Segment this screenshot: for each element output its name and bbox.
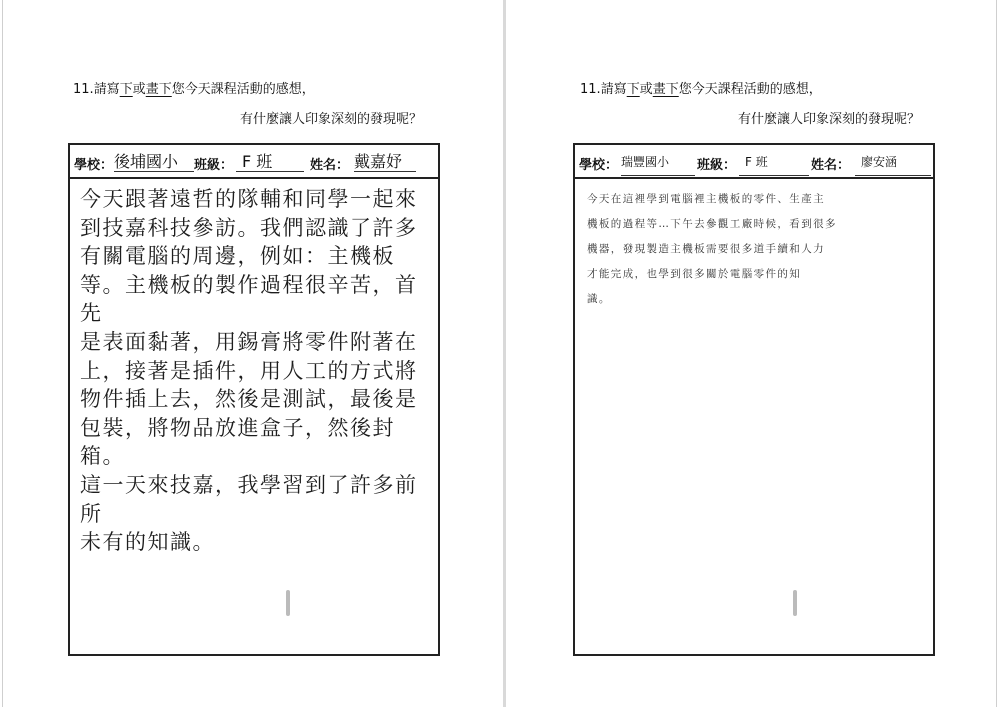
question-text-3: 您今天課程活動的感想，: [171, 82, 315, 97]
question-line-1: [580, 78, 822, 97]
response-line: 機器，發現製造主機板需要很多道手續和人力: [587, 243, 825, 255]
response-line: 識。: [587, 293, 611, 305]
form-header: [575, 145, 933, 179]
question-number: 11.: [73, 82, 94, 97]
school-field: 瑞豐國小: [621, 149, 695, 176]
page-divider: [503, 0, 506, 707]
response-box: [573, 143, 935, 656]
question-underline-1: 下: [626, 82, 640, 97]
response-line: 是表面黏著，用錫膏將零件附著在: [80, 329, 418, 354]
left-worksheet: [10, 0, 480, 707]
question-line-1: [73, 78, 315, 97]
school-label: 學校：: [74, 158, 114, 173]
response-line: 到技嘉科技參訪。我們認識了許多: [80, 215, 418, 240]
class-label: 班級：: [697, 158, 737, 173]
question-text-1: 請寫: [600, 82, 627, 97]
left-page-edge: [2, 0, 3, 707]
response-line: 等。主機板的製作過程很辛苦，首先: [80, 272, 418, 326]
question-underline-2: 畫下: [652, 82, 679, 97]
handwritten-response: [80, 185, 432, 557]
class-field: F 班: [236, 149, 304, 172]
question-line-2: 有什麼讓人印象深刻的發現呢？: [738, 112, 921, 127]
right-page-edge: [996, 0, 997, 707]
question-underline-1: 下: [119, 82, 133, 97]
response-line: 今天跟著遠哲的隊輔和同學一起來: [80, 187, 418, 211]
school-field: 後埔國小: [114, 149, 194, 172]
response-line: 有關電腦的周邊，例如：主機板: [80, 244, 395, 269]
question-text-3: 您今天課程活動的感想，: [678, 82, 822, 97]
handwritten-response: [587, 187, 927, 312]
question-line-2: 有什麼讓人印象深刻的發現呢？: [240, 112, 423, 127]
response-line: 未有的知識。: [80, 530, 215, 555]
question-text-2: 或: [639, 82, 653, 97]
response-box: [68, 143, 440, 656]
name-field: 戴嘉妤: [354, 149, 416, 172]
name-field: 廖安涵: [855, 149, 931, 176]
response-line: 今天在這裡學到電腦裡主機板的零件、生產主: [587, 193, 825, 205]
name-label: 姓名：: [811, 158, 851, 173]
response-line: 物件插上去，然後是測試，最後是: [80, 387, 418, 412]
question-underline-2: 畫下: [145, 82, 172, 97]
response-line: 包裝，將物品放進盒子，然後封箱。: [80, 415, 395, 469]
school-label: 學校：: [579, 158, 619, 173]
question-text-2: 或: [132, 82, 146, 97]
scan-mark: [286, 590, 290, 616]
response-line: 機板的過程等…下午去參觀工廠時候，看到很多: [587, 218, 837, 230]
right-worksheet: [518, 0, 988, 707]
response-line: 這一天來技嘉，我學習到了許多前所: [80, 472, 418, 526]
class-field: F 班: [739, 149, 809, 176]
name-label: 姓名：: [310, 158, 350, 173]
form-header: [70, 145, 438, 179]
scan-mark: [793, 590, 797, 616]
class-label: 班級：: [194, 158, 234, 173]
response-line: 上，接著是插件，用人工的方式將: [80, 358, 418, 383]
question-number: 11.: [580, 82, 601, 97]
question-text-1: 請寫: [93, 82, 120, 97]
response-line: 才能完成，也學到很多關於電腦零件的知: [587, 268, 802, 280]
